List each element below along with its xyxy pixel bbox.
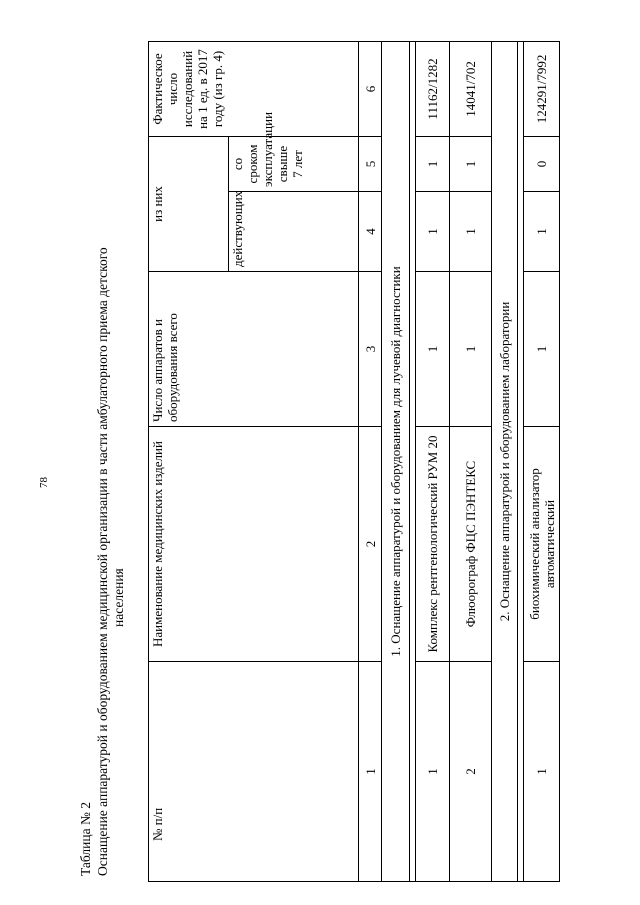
cell-actual: 124291/7992 xyxy=(524,41,560,136)
page-number: 78 xyxy=(38,477,50,488)
cell-name: Флюорограф ФЦС ПЭНТЕКС xyxy=(450,427,492,662)
section-title: 1. Оснащение аппаратурой и оборудованием для лучевой диагностики xyxy=(382,41,410,881)
cell-old: 1 xyxy=(416,136,450,191)
header-name: Наименование медицинских изделий xyxy=(149,427,359,662)
section-header-row xyxy=(492,41,518,881)
column-number: 5 xyxy=(359,136,382,191)
section-header-row xyxy=(382,41,410,881)
header-old: со сроком эксплуатации свыше 7 лет xyxy=(229,136,359,191)
cell-active: 1 xyxy=(524,192,560,272)
column-number: 3 xyxy=(359,272,382,427)
cell-total: 1 xyxy=(416,272,450,427)
cell-actual: 11162/1282 xyxy=(416,41,450,136)
header-total: Число аппаратов и оборудования всего xyxy=(149,272,359,427)
table-row xyxy=(450,41,492,881)
table-title: Оснащение аппаратурой и оборудованием медицинской организации в части амбулаторного приема детского xyxy=(94,247,110,876)
cell-old: 1 xyxy=(450,136,492,191)
rotated-page-content xyxy=(78,42,578,882)
header-row xyxy=(149,41,229,881)
table-title-continuation: населения xyxy=(111,568,126,627)
header-active: действующих xyxy=(229,192,359,272)
column-numbers-row xyxy=(359,41,382,881)
cell-active: 1 xyxy=(416,192,450,272)
cell-active: 1 xyxy=(450,192,492,272)
table-row xyxy=(524,41,560,881)
table-row xyxy=(416,41,450,881)
cell-num: 1 xyxy=(416,662,450,882)
cell-name: Комплекс рентгенологический РУМ 20 xyxy=(416,427,450,662)
header-num: № п/п xyxy=(149,662,359,882)
header-of-them: из них xyxy=(149,136,229,271)
cell-old: 0 xyxy=(524,136,560,191)
table-label: Таблица № 2 xyxy=(78,802,93,876)
column-number: 6 xyxy=(359,41,382,136)
header-actual: Фактическое число исследований на 1 ед. в 2017 году (из гр. 4) xyxy=(149,41,359,136)
cell-name: биохимический анализатор автоматический xyxy=(524,427,560,662)
column-number: 4 xyxy=(359,192,382,272)
table-caption xyxy=(78,42,148,882)
column-number: 1 xyxy=(359,662,382,882)
section-title: 2. Оснащение аппаратурой и оборудованием лаборатории xyxy=(492,41,518,881)
equipment-table xyxy=(148,41,560,882)
cell-total: 1 xyxy=(450,272,492,427)
cell-actual: 14041/702 xyxy=(450,41,492,136)
cell-total: 1 xyxy=(524,272,560,427)
cell-num: 1 xyxy=(524,662,560,882)
column-number: 2 xyxy=(359,427,382,662)
cell-num: 2 xyxy=(450,662,492,882)
